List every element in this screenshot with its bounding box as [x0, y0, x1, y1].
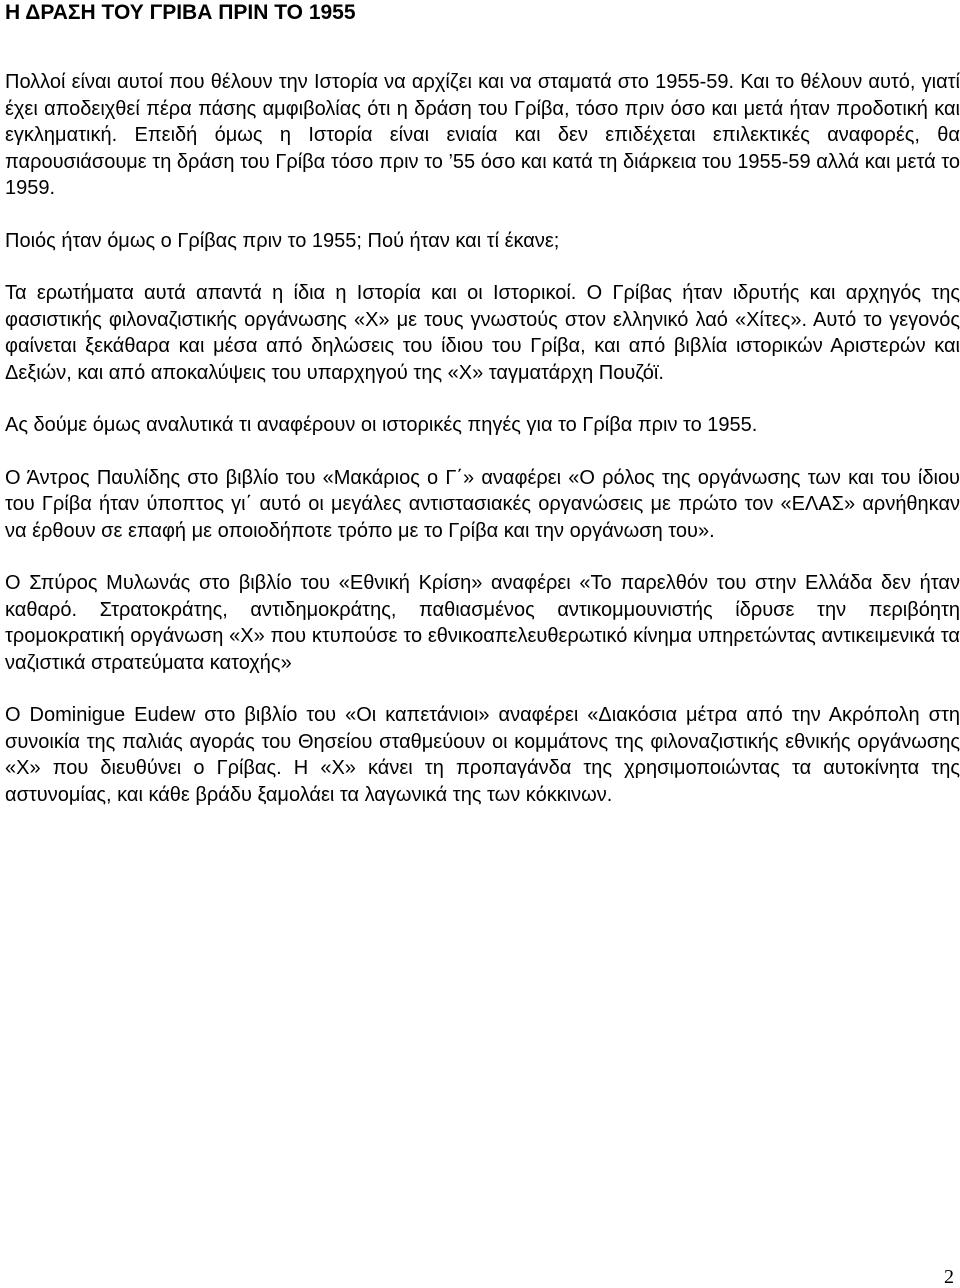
paragraph-eudew: Ο Dominigue Eudew στο βιβλίο του «Οι καπετάνιοι» αναφέρει «Διακόσια μέτρα από την Ακρόπολη στη συνοικία της παλιάς αγοράς του Θησείου σταθμεύουν οι κομμάτονς της φιλοναζιστικής εθνικής οργάνωσης «Χ» που διευθύνει ο Γρίβας. Η «Χ» κάνει τη προπαγάνδα της χρησιμοποιώντας τα αυτοκίνητα της αστυνομίας, και κάθε βράδυ ξαμολάει τα λαγωνικά της των κόκκινων.	[5, 704, 960, 806]
paragraph-answer: Τα ερωτήματα αυτά απαντά η ίδια η Ιστορία και οι Ιστορικοί. Ο Γρίβας ήταν ιδρυτής και αρχηγός της φασιστικής φιλοναζιστικής οργάνωσης «Χ» με τους γνωστούς στον ελληνικό λαό «Χίτες». Αυτό το γεγονός φαίνεται ξεκάθαρα και μέσα από δηλώσεις του ίδιου του Γρίβα, και από βιβλία ιστορικών Αριστερών και Δεξιών, και από αποκαλύψεις του υπαρχηγού της «Χ» ταγματάρχη Πουζόϊ.	[5, 282, 960, 384]
paragraph-sources-intro: Ας δούμε όμως αναλυτικά τι αναφέρουν οι ιστορικές πηγές για το Γρίβα πριν το 1955.	[5, 414, 758, 436]
paragraph-pavlides: Ο Άντρος Παυλίδης στο βιβλίο του «Μακάριος ο Γ΄» αναφέρει «Ο ρόλος της οργάνωσης των και του ίδιου του Γρίβα ήταν ύποπτος γι΄ αυτό οι μεγάλες αντιστασιακές οργανώσεις με πρώτο τον «ΕΛΑΣ» αρνήθηκαν να έρθουν σε επαφή με οποιοδήποτε τρόπο με το Γρίβα και την οργάνωση του».	[5, 466, 960, 542]
document-title: Η ΔΡΑΣΗ ΤΟΥ ΓΡΙΒΑ ΠΡΙΝ ΤΟ 1955	[5, 1, 356, 24]
document-page	[5, 0, 960, 808]
paragraph-intro: Πολλοί είναι αυτοί που θέλουν την Ιστορία να αρχίζει και να σταματά στο 1955-59. Και το θέλουν αυτό, γιατί έχει αποδειχθεί πέρα πάσης αμφιβολίας ότι η δράση του Γρίβα, τόσο πριν όσο και μετά ήταν προδοτική και εγκληματική. Επειδή όμως η Ιστορία είναι ενιαία και δεν επιδέχεται επιλεκτικές αναφορές, θα παρουσιάσουμε τη δράση του Γρίβα τόσο πριν το ’55 όσο και κατά τη διάρκεια του 1955-59 αλλά και μετά το 1959.	[5, 71, 960, 199]
page-number: 2	[944, 1266, 954, 1288]
paragraph-mylonas: Ο Σπύρος Μυλωνάς στο βιβλίο του «Εθνική Κρίση» αναφέρει «Το παρελθόν του στην Ελλάδα δεν ήταν καθαρό. Στρατοκράτης, αντιδημοκράτης, παθιασμένος αντικομμουνιστής ίδρυσε την περιβόητη τρομοκρατική οργάνωση «Χ» που κτυπούσε το εθνικοαπελευθερωτικό κίνημα υπηρετώντας αντικειμενικά τα ναζιστικά στρατεύματα κατοχής»	[5, 572, 960, 674]
paragraph-question: Ποιός ήταν όμως ο Γρίβας πριν το 1955; Πού ήταν και τί έκανε;	[5, 229, 560, 252]
